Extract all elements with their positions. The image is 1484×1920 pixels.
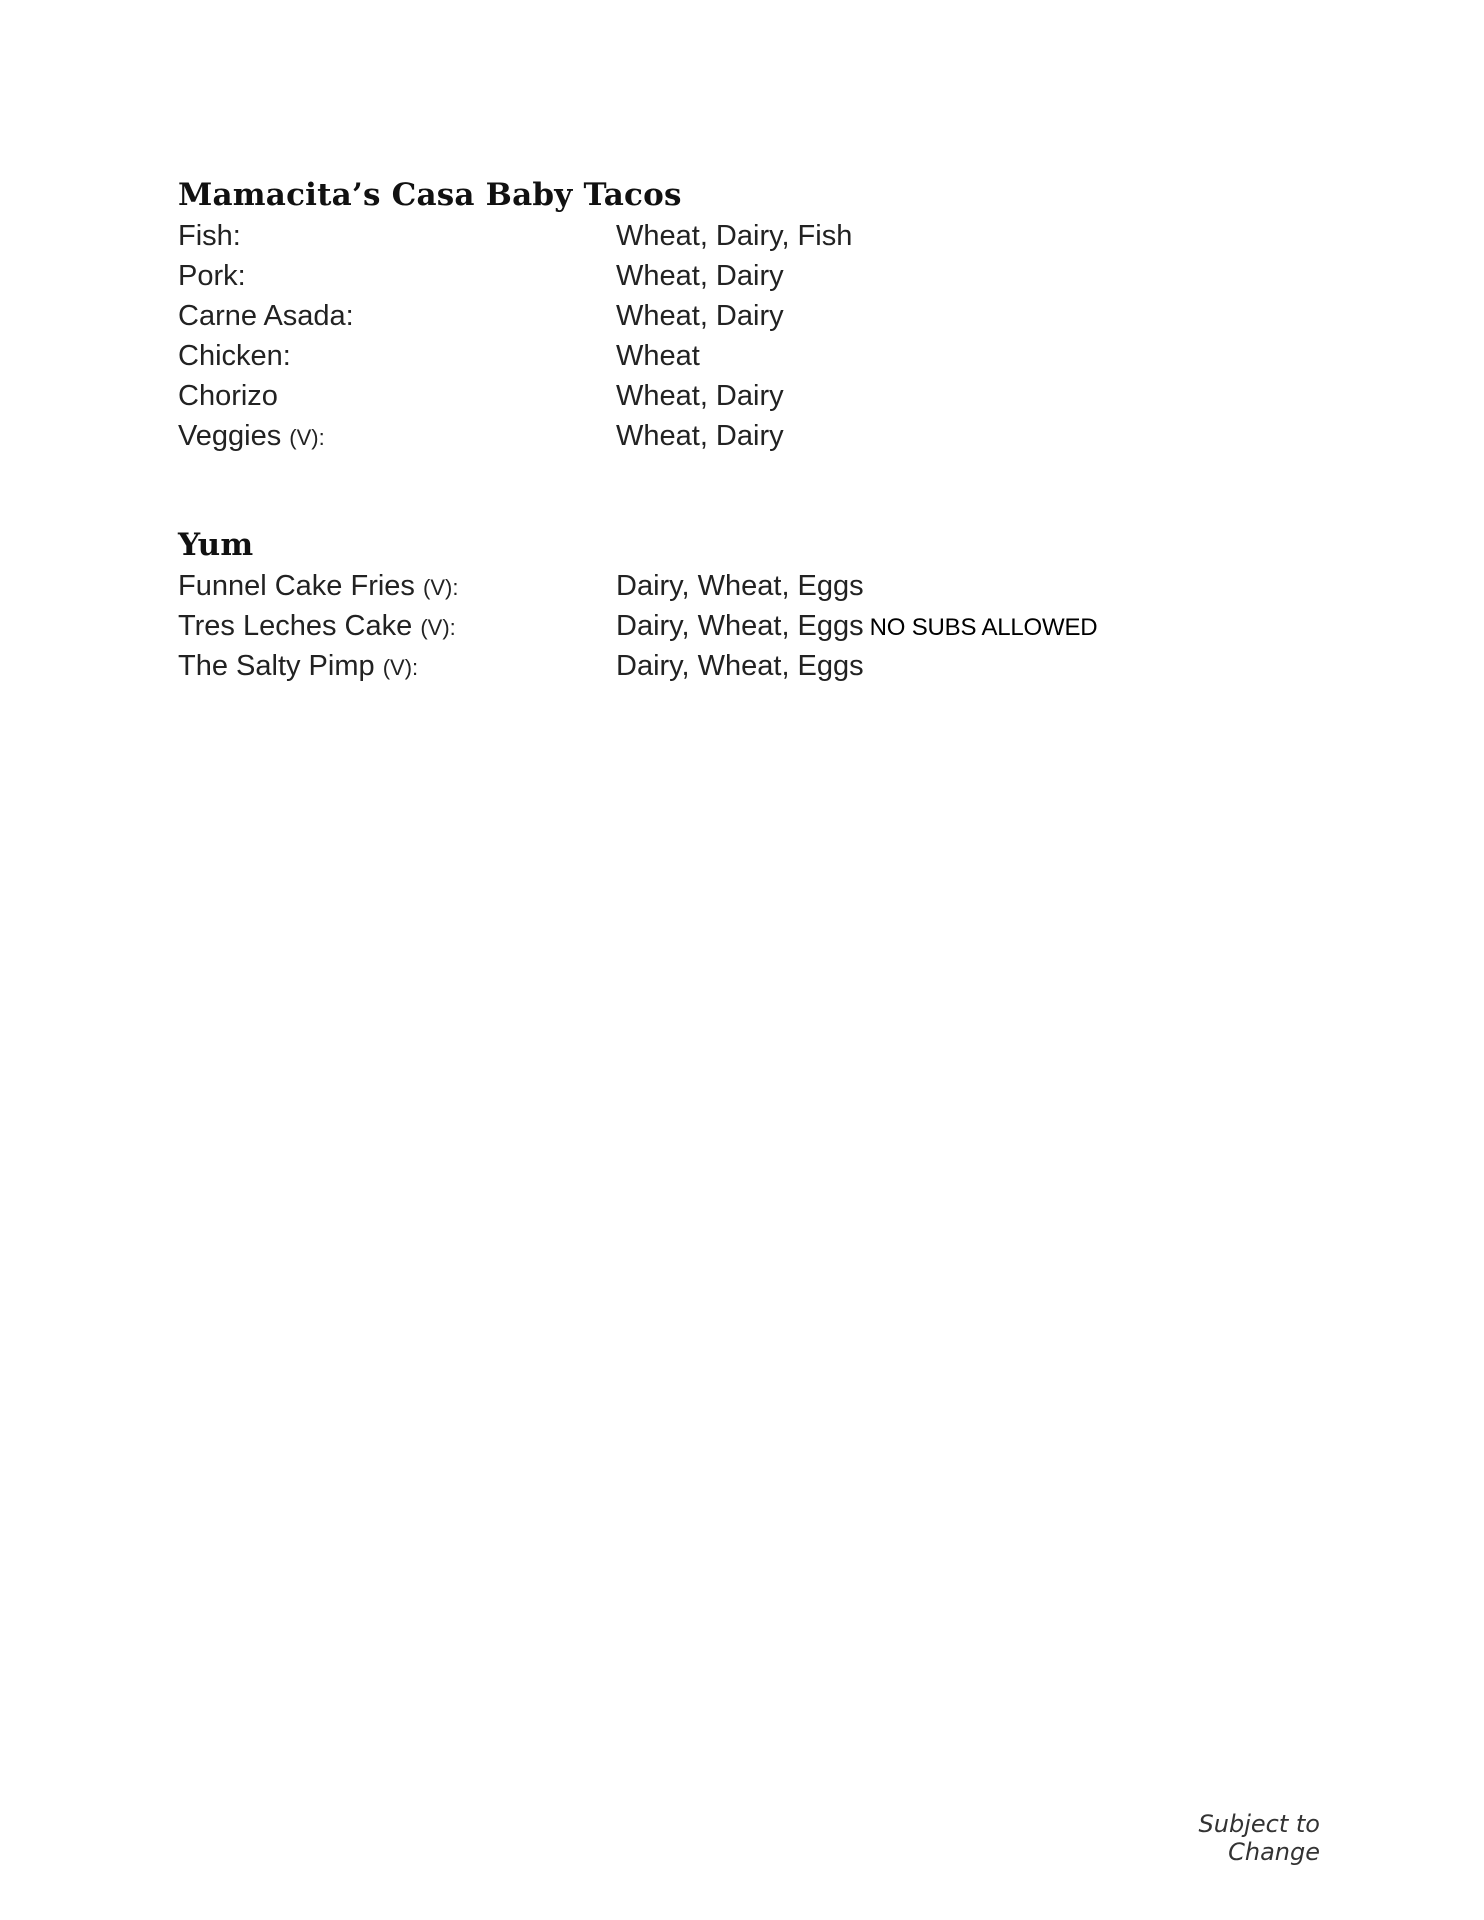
section-title: Mamacita’s Casa Baby Tacos xyxy=(178,177,682,213)
section-tacos xyxy=(178,176,1278,456)
menu-row xyxy=(178,566,1278,606)
menu-item: Chicken: xyxy=(178,340,291,372)
allergen-list: Dairy, Wheat, Eggs xyxy=(616,570,864,602)
section-title: Yum xyxy=(178,527,254,563)
allergen-list: Dairy, Wheat, Eggs xyxy=(616,650,864,682)
menu-item: Chorizo xyxy=(178,380,278,412)
allergen-list: Wheat xyxy=(616,340,700,372)
menu-item: Veggies (V): xyxy=(178,420,325,452)
footer-note: Subject to Change xyxy=(1198,1810,1320,1866)
menu-row xyxy=(178,376,1278,416)
menu-item: Pork: xyxy=(178,260,246,292)
allergen-list: Dairy, Wheat, Eggs NO SUBS ALLOWED xyxy=(616,610,1098,642)
menu-row xyxy=(178,216,1278,256)
allergen-list: Wheat, Dairy xyxy=(616,300,784,332)
menu-item: Tres Leches Cake (V): xyxy=(178,610,456,642)
menu-item: Funnel Cake Fries (V): xyxy=(178,570,459,602)
menu-row xyxy=(178,336,1278,376)
menu-row xyxy=(178,256,1278,296)
menu-row xyxy=(178,606,1278,646)
menu-row xyxy=(178,416,1278,456)
menu-item: The Salty Pimp (V): xyxy=(178,650,419,682)
vegetarian-tag: (V) xyxy=(423,575,453,600)
substitution-note: NO SUBS ALLOWED xyxy=(869,614,1098,641)
allergen-list: Wheat, Dairy xyxy=(616,380,784,412)
menu-item: Fish: xyxy=(178,220,241,252)
menu-row xyxy=(178,296,1278,336)
menu-row xyxy=(178,646,1278,686)
menu-item: Carne Asada: xyxy=(178,300,354,332)
allergen-list: Wheat, Dairy xyxy=(616,420,784,452)
allergen-list: Wheat, Dairy, Fish xyxy=(616,220,853,252)
vegetarian-tag: (V) xyxy=(382,655,413,680)
vegetarian-tag: (V) xyxy=(289,425,319,450)
section-yum xyxy=(178,526,1278,686)
vegetarian-tag: (V) xyxy=(420,615,450,640)
allergen-list: Wheat, Dairy xyxy=(616,260,784,292)
